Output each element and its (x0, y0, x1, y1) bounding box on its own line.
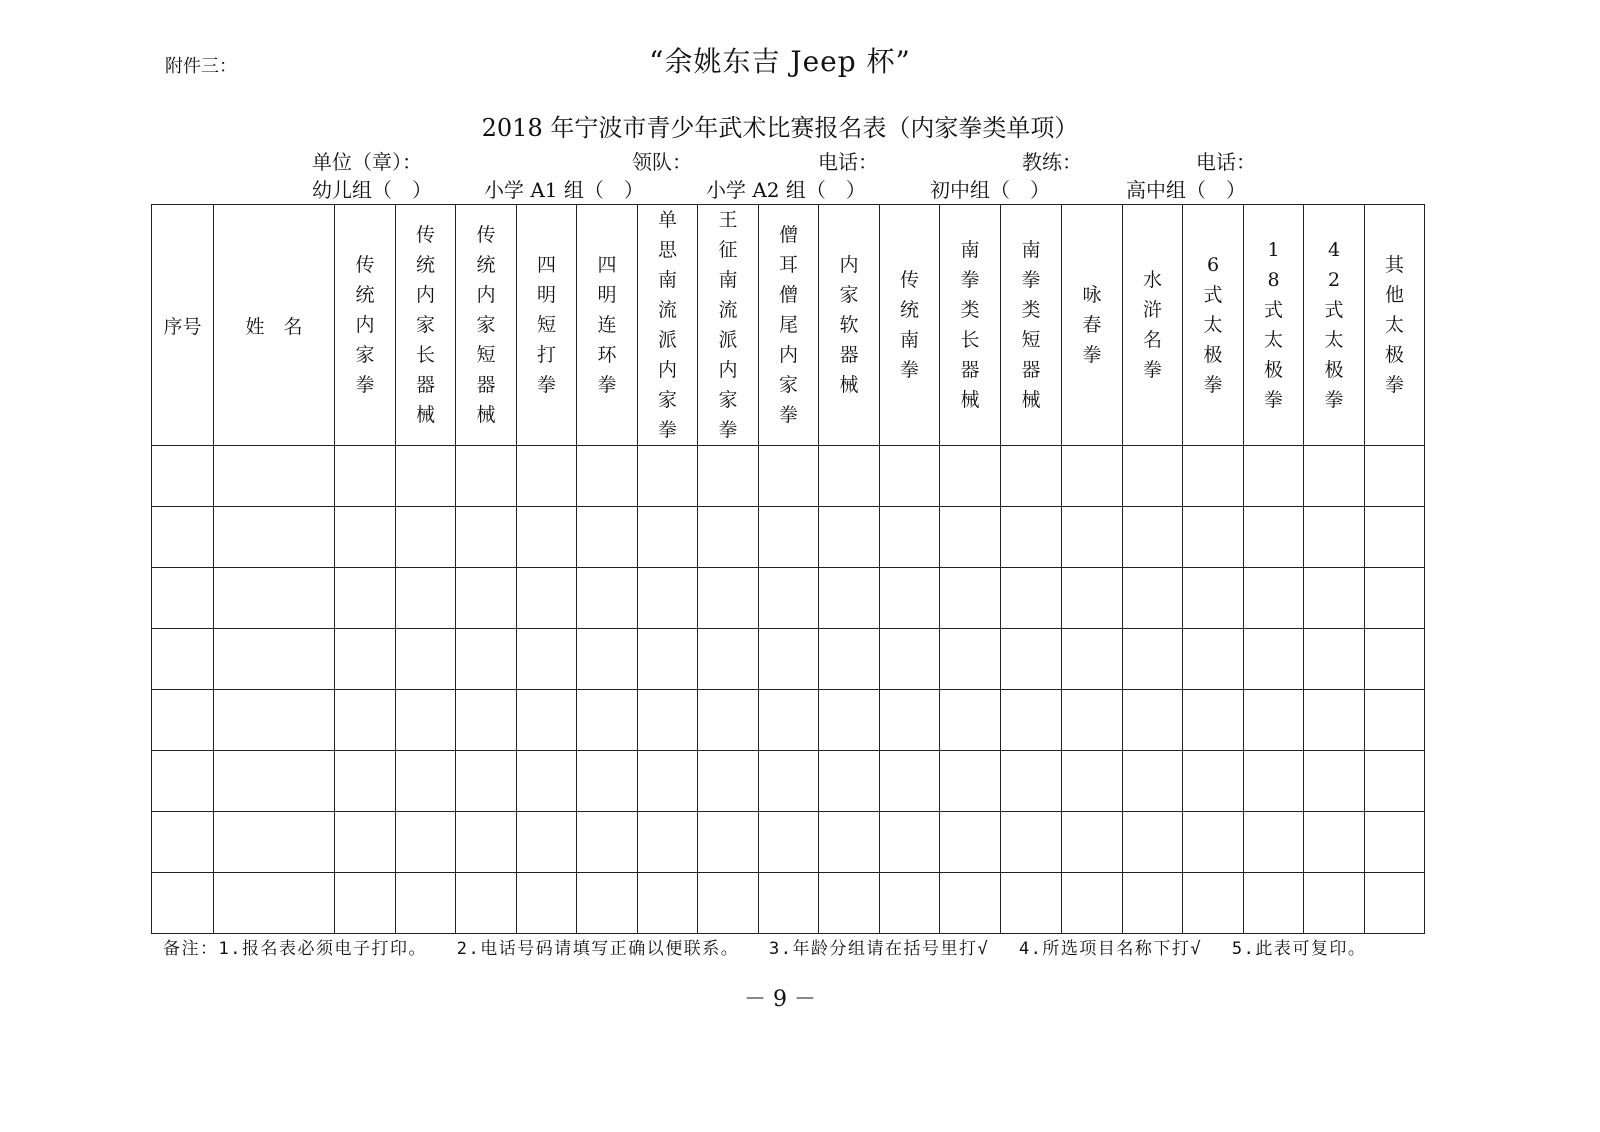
table-cell[interactable] (759, 629, 819, 690)
note-item: 4.所选项目名称下打√ (1018, 939, 1203, 959)
table-cell[interactable] (1183, 507, 1244, 568)
table-cell[interactable] (698, 812, 759, 873)
table-cell[interactable] (214, 873, 335, 934)
table-cell[interactable] (819, 751, 880, 812)
table-cell[interactable] (1123, 690, 1183, 751)
table-cell[interactable] (1365, 507, 1425, 568)
table-body (152, 446, 1425, 934)
table-cell[interactable] (698, 751, 759, 812)
header-cell (698, 205, 759, 446)
attachment-label: 附件三： (165, 56, 237, 77)
header-cell (214, 205, 335, 446)
table-cell[interactable] (1123, 507, 1183, 568)
table-cell[interactable] (577, 690, 638, 751)
table-cell[interactable] (759, 751, 819, 812)
table-cell[interactable] (577, 812, 638, 873)
header-cell (1123, 205, 1183, 446)
table-cell[interactable] (638, 751, 698, 812)
table-cell[interactable] (698, 690, 759, 751)
table-cell[interactable] (638, 629, 698, 690)
header-label: 序号 (163, 315, 202, 338)
notes (163, 934, 1384, 959)
table-cell[interactable] (396, 568, 456, 629)
group-senior-high: 高中组（ ） (1126, 178, 1246, 202)
table-row (152, 873, 1425, 934)
table-cell[interactable] (1183, 568, 1244, 629)
table-cell[interactable] (759, 568, 819, 629)
table-cell[interactable] (1304, 446, 1365, 507)
table-cell[interactable] (152, 446, 214, 507)
table-cell[interactable] (1123, 751, 1183, 812)
table-cell[interactable] (517, 568, 577, 629)
table-cell[interactable] (214, 568, 335, 629)
table-cell[interactable] (214, 446, 335, 507)
table-cell[interactable] (456, 507, 517, 568)
table-cell[interactable] (638, 446, 698, 507)
table-cell[interactable] (940, 446, 1001, 507)
table-cell[interactable] (698, 568, 759, 629)
table-row (152, 751, 1425, 812)
table-cell[interactable] (940, 629, 1001, 690)
table-cell[interactable] (880, 873, 940, 934)
table-cell[interactable] (1183, 812, 1244, 873)
table-cell[interactable] (1001, 629, 1062, 690)
table-cell[interactable] (577, 507, 638, 568)
header-cell (1062, 205, 1123, 446)
header-label: 南拳类长器械 (960, 239, 980, 411)
table-cell[interactable] (577, 873, 638, 934)
header-cell (819, 205, 880, 446)
table-cell[interactable] (1304, 751, 1365, 812)
table-cell[interactable] (1304, 690, 1365, 751)
table-cell[interactable] (698, 873, 759, 934)
table-cell[interactable] (1001, 873, 1062, 934)
table-cell[interactable] (880, 629, 940, 690)
group-kindergarten: 幼儿组（ ） (312, 178, 432, 202)
group-primary-a2: 小学 A2 组（ ） (706, 178, 866, 202)
table-cell[interactable] (880, 812, 940, 873)
table-cell[interactable] (517, 446, 577, 507)
table-cell[interactable] (1365, 690, 1425, 751)
table-cell[interactable] (152, 873, 214, 934)
table-cell[interactable] (152, 568, 214, 629)
header-label: 僧耳僧尾内家拳 (778, 224, 798, 426)
table-cell[interactable] (819, 446, 880, 507)
table-cell[interactable] (1062, 446, 1123, 507)
table-cell[interactable] (1062, 873, 1123, 934)
header-label: 传统南拳 (899, 269, 919, 381)
form-title: 2018 年宁波市青少年武术比赛报名表（内家拳类单项） (481, 114, 1079, 142)
header-label: 王征南流派内家拳 (718, 209, 738, 441)
table-cell[interactable] (335, 812, 396, 873)
table-cell[interactable] (759, 507, 819, 568)
header-label: 传统内家长器械 (415, 224, 435, 426)
header-label: 水浒名拳 (1142, 269, 1162, 381)
unit-label: 单位（章）： (312, 150, 422, 174)
table-cell[interactable] (638, 873, 698, 934)
header-label: 6式太极拳 (1203, 254, 1223, 396)
table-cell[interactable] (1244, 873, 1304, 934)
header-label: 42式太极拳 (1324, 239, 1344, 411)
table-cell[interactable] (1244, 751, 1304, 812)
table-cell[interactable] (819, 507, 880, 568)
group-junior-high: 初中组（ ） (930, 178, 1050, 202)
table-cell[interactable] (396, 507, 456, 568)
table-cell[interactable] (1001, 751, 1062, 812)
table-cell[interactable] (152, 629, 214, 690)
table-cell[interactable] (335, 446, 396, 507)
table-cell[interactable] (517, 507, 577, 568)
table-cell[interactable] (1183, 751, 1244, 812)
coach-phone-label: 电话： (1196, 150, 1256, 174)
table-cell[interactable] (396, 629, 456, 690)
table-cell[interactable] (1062, 568, 1123, 629)
header-cell (396, 205, 456, 446)
table-cell[interactable] (396, 873, 456, 934)
header-cell (880, 205, 940, 446)
table-cell[interactable] (456, 446, 517, 507)
table-cell[interactable] (396, 690, 456, 751)
table-cell[interactable] (880, 568, 940, 629)
header-cell (1304, 205, 1365, 446)
table-cell[interactable] (577, 751, 638, 812)
table-cell[interactable] (819, 812, 880, 873)
table-cell[interactable] (152, 507, 214, 568)
header-label: 其他太极拳 (1384, 254, 1404, 396)
table-row (152, 812, 1425, 873)
table-row (152, 507, 1425, 568)
header-cell (456, 205, 517, 446)
table-cell[interactable] (698, 446, 759, 507)
table-cell[interactable] (456, 751, 517, 812)
table-cell[interactable] (396, 751, 456, 812)
table-cell[interactable] (456, 690, 517, 751)
table-cell[interactable] (759, 873, 819, 934)
table-cell[interactable] (880, 446, 940, 507)
table-cell[interactable] (1001, 690, 1062, 751)
table-cell[interactable] (1062, 812, 1123, 873)
table-row (152, 446, 1425, 507)
table-cell[interactable] (940, 507, 1001, 568)
header-cell (577, 205, 638, 446)
table-cell[interactable] (396, 812, 456, 873)
header-cell (759, 205, 819, 446)
phone-label: 电话： (818, 150, 878, 174)
table-cell[interactable] (698, 507, 759, 568)
table-cell[interactable] (152, 690, 214, 751)
table-cell[interactable] (214, 751, 335, 812)
table-cell[interactable] (577, 446, 638, 507)
table-cell[interactable] (1304, 629, 1365, 690)
table-cell[interactable] (1304, 507, 1365, 568)
leader-label: 领队： (632, 150, 692, 174)
note-item: 备注：1.报名表必须电子打印。 (163, 939, 427, 959)
table-cell[interactable] (819, 873, 880, 934)
table-cell[interactable] (638, 812, 698, 873)
table-cell[interactable] (214, 690, 335, 751)
header-cell (1244, 205, 1304, 446)
header-cell (1183, 205, 1244, 446)
table-cell[interactable] (1001, 812, 1062, 873)
cup-title: “余姚东吉 Jeep 杯” (649, 45, 911, 78)
table-row (152, 629, 1425, 690)
table-cell[interactable] (1304, 873, 1365, 934)
table-cell[interactable] (1244, 568, 1304, 629)
table-cell[interactable] (214, 629, 335, 690)
table-cell[interactable] (1123, 873, 1183, 934)
header-label: 南拳类短器械 (1021, 239, 1041, 411)
table-cell[interactable] (1123, 812, 1183, 873)
table-cell[interactable] (1304, 812, 1365, 873)
note-item: 2.电话号码请填写正确以便联系。 (456, 939, 740, 959)
table-cell[interactable] (517, 690, 577, 751)
table-cell[interactable] (940, 751, 1001, 812)
header-cell (1365, 205, 1425, 446)
table-cell[interactable] (880, 507, 940, 568)
table-cell[interactable] (1001, 446, 1062, 507)
table-cell[interactable] (638, 690, 698, 751)
table-cell[interactable] (1365, 568, 1425, 629)
table-cell[interactable] (759, 812, 819, 873)
table-cell[interactable] (335, 751, 396, 812)
header-label: 内家软器械 (839, 254, 859, 396)
group-primary-a1: 小学 A1 组（ ） (484, 178, 644, 202)
table-cell[interactable] (1244, 446, 1304, 507)
table-cell[interactable] (1244, 690, 1304, 751)
header-cell (517, 205, 577, 446)
table-cell[interactable] (335, 873, 396, 934)
table-cell[interactable] (1365, 812, 1425, 873)
table-cell[interactable] (1365, 751, 1425, 812)
header-label: 18式太极拳 (1263, 239, 1283, 411)
header-label: 传统内家短器械 (476, 224, 496, 426)
header-cell (152, 205, 214, 446)
header-label: 姓 名 (245, 315, 303, 338)
table-cell[interactable] (638, 507, 698, 568)
table-cell[interactable] (819, 568, 880, 629)
table-cell[interactable] (819, 690, 880, 751)
header-label: 四明连环拳 (597, 254, 617, 396)
table-cell[interactable] (1244, 629, 1304, 690)
header-label: 四明短打拳 (536, 254, 556, 396)
table-cell[interactable] (1001, 568, 1062, 629)
table-cell[interactable] (1062, 690, 1123, 751)
table-cell[interactable] (1304, 568, 1365, 629)
table-cell[interactable] (335, 507, 396, 568)
table-cell[interactable] (759, 690, 819, 751)
table-cell[interactable] (214, 507, 335, 568)
table-cell[interactable] (1244, 812, 1304, 873)
registration-table (151, 204, 1425, 934)
table-cell[interactable] (577, 629, 638, 690)
table-cell[interactable] (759, 446, 819, 507)
table-cell[interactable] (517, 873, 577, 934)
table-cell[interactable] (1183, 629, 1244, 690)
page-number: － 9 － (744, 987, 816, 1012)
header-cell (638, 205, 698, 446)
note-item: 3.年龄分组请在括号里打√ (768, 939, 990, 959)
table-cell[interactable] (638, 568, 698, 629)
table-cell[interactable] (1123, 568, 1183, 629)
coach-label: 教练： (1022, 150, 1082, 174)
table-cell[interactable] (456, 873, 517, 934)
note-item: 5.此表可复印。 (1231, 939, 1367, 959)
header-cell (940, 205, 1001, 446)
table-cell[interactable] (456, 629, 517, 690)
table-cell[interactable] (517, 751, 577, 812)
table-cell[interactable] (214, 812, 335, 873)
table-cell[interactable] (1183, 690, 1244, 751)
table-cell[interactable] (880, 751, 940, 812)
table-cell[interactable] (1062, 751, 1123, 812)
table-cell[interactable] (335, 629, 396, 690)
table-cell[interactable] (517, 629, 577, 690)
table-cell[interactable] (880, 690, 940, 751)
header-row (152, 205, 1425, 446)
table-cell[interactable] (1062, 507, 1123, 568)
header-cell (1001, 205, 1062, 446)
table-cell[interactable] (456, 568, 517, 629)
table-cell[interactable] (1001, 507, 1062, 568)
table-cell[interactable] (1244, 507, 1304, 568)
table-cell[interactable] (940, 873, 1001, 934)
table-cell[interactable] (335, 568, 396, 629)
table-cell[interactable] (940, 690, 1001, 751)
table-row (152, 568, 1425, 629)
table-cell[interactable] (1062, 629, 1123, 690)
table-cell[interactable] (577, 568, 638, 629)
table-cell[interactable] (335, 690, 396, 751)
header-label: 单思南流派内家拳 (657, 209, 677, 441)
table-cell[interactable] (1365, 629, 1425, 690)
table-cell[interactable] (1123, 629, 1183, 690)
table-cell[interactable] (819, 629, 880, 690)
table-cell[interactable] (1183, 873, 1244, 934)
table-cell[interactable] (1123, 446, 1183, 507)
table-cell[interactable] (396, 446, 456, 507)
table-row (152, 690, 1425, 751)
table-cell[interactable] (517, 812, 577, 873)
table-cell[interactable] (152, 751, 214, 812)
table-cell[interactable] (940, 812, 1001, 873)
table-cell[interactable] (152, 812, 214, 873)
table-cell[interactable] (456, 812, 517, 873)
table-cell[interactable] (1183, 446, 1244, 507)
header-label: 传统内家拳 (355, 254, 375, 396)
table-cell[interactable] (1365, 446, 1425, 507)
table-cell[interactable] (1365, 873, 1425, 934)
table-cell[interactable] (698, 629, 759, 690)
header-label: 咏春拳 (1082, 284, 1102, 366)
table-cell[interactable] (940, 568, 1001, 629)
header-cell (335, 205, 396, 446)
